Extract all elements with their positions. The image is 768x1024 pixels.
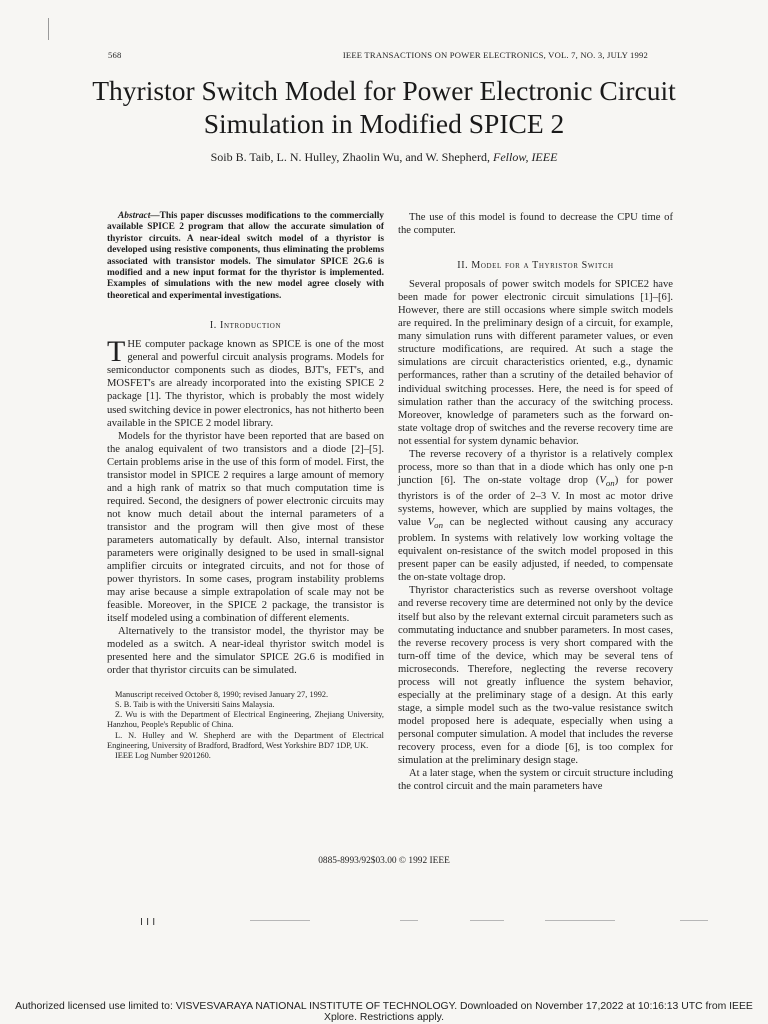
von-letter: V — [599, 474, 606, 486]
von-subscript: on — [434, 520, 443, 531]
author-line — [60, 150, 708, 165]
section-1-title: Introduction — [220, 320, 282, 332]
license-footer: Authorized licensed use limited to: VISVESVARAYA NATIONAL INSTITUTE OF TECHNOLOGY. Downloaded on November 17,2022 at 10:16:13 UTC from IEEE Xplore. Restrictions apply. — [15, 1001, 753, 1023]
footnote: Z. Wu is with the Department of Electrical Engineering, Zhejiang University, Hanzhou, People's Republic of China. — [107, 710, 384, 730]
author-names: Soib B. Taib, L. N. Hulley, Zhaolin Wu, and W. Shepherd, — [210, 150, 490, 164]
drop-cap: T — [107, 335, 126, 369]
author-fellow: Fellow, IEEE — [493, 150, 558, 164]
abstract — [107, 211, 384, 302]
footnote: S. B. Taib is with the Universiti Sains Malaysia. — [115, 699, 275, 709]
p2-text-b: ) for power thyristors is of the order of 2–3 V. In most ac motor drive systems, however, which are supplied by mains voltages, the value — [398, 474, 673, 529]
abstract-text: —This paper discusses modifications to the commercially available SPICE 2 program that allow the accurate simulation of thyristor circuits. A near-ideal switch model of a thyristor is developed using resistive components, thus eliminating the problems associated with transistor models. The simulator SPICE 2G.6 is modified and a new input format for the thyristor is implemented. Examples of simulations with the new model agree closely with theoretical and experimental investigations. — [107, 211, 384, 301]
von-subscript: on — [605, 477, 615, 488]
intro-paragraph-3: Alternatively to the transistor model, the thyristor may be modeled as a switch. A near-ideal thyristor switch model is presented here and the simulator SPICE 2G.6 is modified in order that thyristor circuits can be simulated. — [107, 626, 384, 677]
von-letter: V — [427, 517, 435, 529]
p2-text-a: The reverse recovery of a thyristor is a relatively complex process, more so than that in a diode which has only one p-n junction [6]. The on-state voltage drop ( — [398, 448, 673, 486]
intro-paragraph-2: Models for the thyristor have been reported that are based on the analog equivalent of two transistors and a diode [2]–[5]. Certain problems arise in the use of this form of model. First, the transistor model in SPICE 2 requires a large amount of memory and a high rank of matrix so that much computation time is required. Second, the designers of power electronic circuits may not know much detail about the internal parameters of a transistor and the program will then give most of these parameters automatically by default. Also, internal transistor parameters were originally designed to be used in small-signal amplifier circuits or integrated circuits, and not for those of power thyristors. In some cases, program instability problems may arise because a simple extrapolation of scale may not be feasible. Moreover, in the SPICE 2 package, the transistor is itself modeled using a combination of different elements. — [107, 430, 384, 625]
section-heading-introduction — [107, 319, 384, 332]
left-column — [107, 211, 384, 762]
right-paragraph-2 — [398, 448, 673, 585]
p2-text-c: can be neglected without causing any accuracy problem. In systems with relatively low working voltage the equivalent on-resistance of the switch model proposed in this present paper can be easily adjusted, if needed, to compensate the on-state voltage drop. — [398, 517, 674, 584]
right-paragraph-3: Thyristor characteristics such as reverse overshoot voltage and reverse recovery time are determined not only by the device itself but also by the relevant external circuit parameters such as commutating inductance and snubber parameters. In most cases, the reverse recovery process is very short compared with the turn-off time of the device, which may be several tens of microseconds. Therefore, neglecting the reverse recovery process will not greatly influence the system behavior, especially at the preliminary stage of a design. At this early stage, a simple model such as the two-value resistance switch model proposed here is adequate, especially when using a personal computer simulation. A model that includes the reverse recovery process, even for a diode [6], is too complex for simulation at the preliminary design stage. — [398, 585, 673, 767]
abstract-label: Abstract — [118, 211, 151, 221]
page-number: 568 — [108, 50, 122, 60]
right-paragraph-4: At a later stage, when the system or circuit structure including the control circuit and the main parameters have — [398, 768, 673, 793]
footnote: IEEE Log Number 9201260. — [115, 751, 211, 761]
section-1-numeral: I. — [209, 320, 217, 332]
footnote: Manuscript received October 8, 1990; revised January 27, 1992. — [115, 689, 329, 699]
right-paragraph-1: Several proposals of power switch models for SPICE2 have been made for power electronic circuit simulations [1]–[6]. However, there are still occasions where simple switch models are required. In the preliminary design of a circuit, for example, many simulation runs with different parameter values, or even structure modifications, are required. At such a stage the simulations are circuit characteristics oriented, e.g., dynamic performances, rather than a scrutiny of the detailed behavior of individual switching processes. Here, the need is for speed of simulation rather than the accuracy of the switching process. Moreover, knowledge of parameters such as the forward on-state voltage drop of switches and the reverse recovery time are not essential for system dynamic behavior. — [398, 279, 673, 447]
copyright-line: 0885-8993/92$03.00 © 1992 IEEE — [318, 856, 450, 866]
title-line-1: Thyristor Switch Model for Power Electronic Circuit — [92, 75, 676, 106]
title-line-2: Simulation in Modified SPICE 2 — [203, 108, 565, 139]
scan-dash — [680, 920, 708, 921]
right-paragraph-0: The use of this model is found to decrease the CPU time of the computer. — [398, 212, 673, 237]
section-heading-model — [398, 259, 673, 272]
von-symbol — [599, 475, 614, 486]
running-header — [108, 50, 648, 62]
von-symbol — [427, 517, 443, 531]
journal-citation: IEEE TRANSACTIONS ON POWER ELECTRONICS, VOL. 7, NO. 3, JULY 1992 — [342, 50, 648, 60]
footnote: L. N. Hulley and W. Shepherd are with the Department of Electrical Engineering, University of Bradford, Bradford, West Yorkshire BD7 1DP, UK. — [107, 730, 384, 750]
scan-dash — [400, 920, 418, 921]
scan-artifact: I I I — [140, 917, 156, 928]
right-column — [398, 211, 673, 793]
margin-mark — [48, 18, 49, 40]
section-2-numeral: II. — [457, 260, 469, 272]
paper-title — [60, 74, 708, 140]
scan-dash — [545, 920, 615, 921]
intro-p1-text: HE computer package known as SPICE is one of the most general and powerful circuit analysis programs. Models for semiconductor components such as diodes, BJT's, FET's, and MOSFET's are already incorporated into the existing SPICE 2 package [1]. The thyristor, which is probably the most widely used switching device in power electronics, has not hitherto been available in the SPICE 2 model library. — [107, 339, 384, 429]
footnotes — [107, 690, 384, 762]
scan-dash — [470, 920, 504, 921]
scan-dash — [250, 920, 310, 921]
intro-paragraph-1 — [107, 335, 384, 429]
section-2-title: Model for a Thyristor Switch — [471, 260, 614, 272]
